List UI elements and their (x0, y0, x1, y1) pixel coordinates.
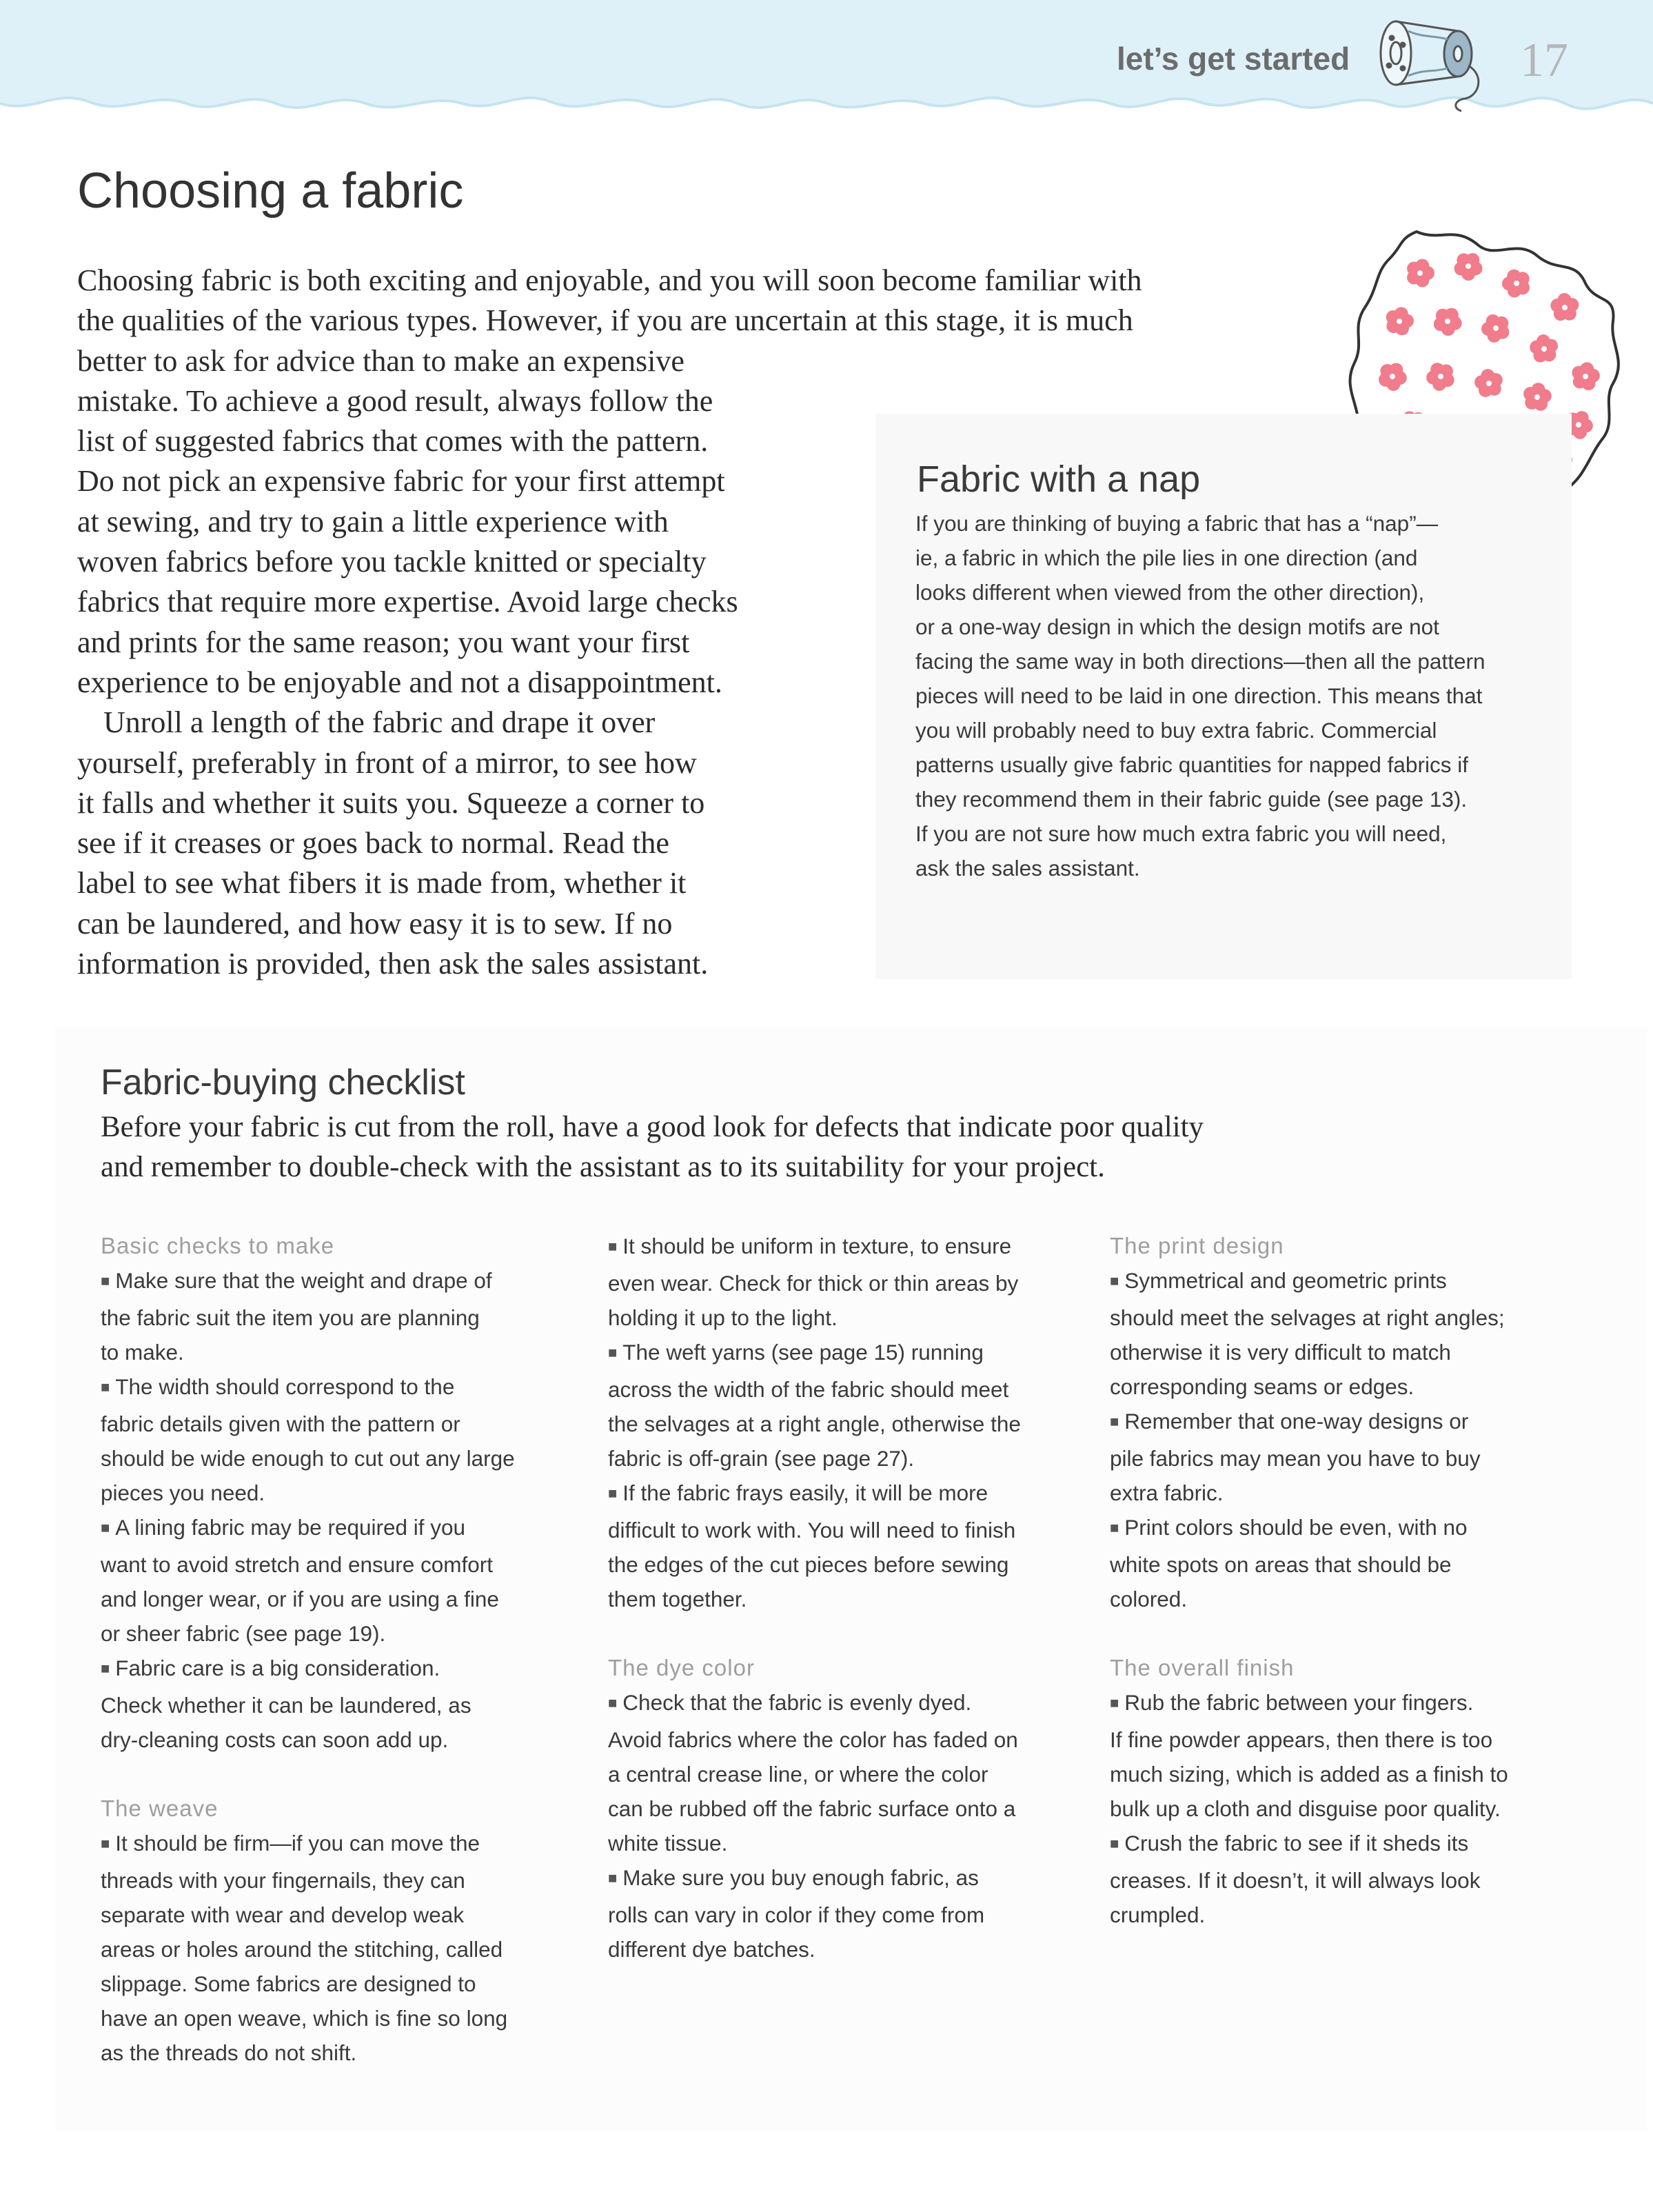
list-item-line: separate with wear and develop weak (101, 1902, 465, 1927)
list-item-line: as the threads do not shift. (101, 2040, 357, 2065)
section-title: Basic checks to make (101, 1233, 335, 1258)
nap-line: they recommend them in their fabric guide (see page 13). (915, 787, 1468, 812)
nap-heading: Fabric with a nap (917, 459, 1201, 500)
intro-line: it falls and whether it suits you. Squeeze a corner to (77, 785, 705, 820)
list-item-line: the fabric suit the item you are planning (101, 1305, 480, 1330)
list-item-line: have an open weave, which is fine so long (101, 2006, 508, 2031)
intro-line: Unroll a length of the fabric and drape it over (103, 705, 656, 740)
checklist-heading: Fabric-buying checklist (101, 1063, 465, 1103)
nap-line: you will probably need to buy extra fabric. Commercial (915, 718, 1437, 743)
nap-line: patterns usually give fabric quantities for napped fabrics if (915, 752, 1468, 777)
page-number: 17 (1520, 34, 1568, 87)
intro-line: mistake. To achieve a good result, always follow the (77, 383, 713, 418)
nap-line: facing the same way in both directions—then all the pattern (915, 649, 1485, 674)
list-item-line: even wear. Check for thick or thin areas by (608, 1271, 1019, 1296)
intro-line: fabrics that require more expertise. Avoid large checks (77, 585, 738, 619)
list-item-line: pieces you need. (101, 1480, 265, 1505)
list-item-line: otherwise it is very difficult to match (1110, 1340, 1451, 1365)
list-item: ■ Fabric care is a big consideration. (101, 1656, 440, 1680)
list-item-line: areas or holes around the stitching, called (101, 1937, 503, 1962)
list-item-line: holding it up to the light. (608, 1305, 838, 1330)
list-item-line: across the width of the fabric should meet (608, 1377, 1009, 1402)
list-item-line: a central crease line, or where the color (608, 1762, 988, 1787)
intro-line: woven fabrics before you tackle knitted or specialty (77, 545, 707, 579)
list-item-line: slippage. Some fabrics are designed to (101, 1971, 476, 1996)
list-item: ■ Rub the fabric between your fingers. (1110, 1690, 1474, 1715)
list-item-line: and longer wear, or if you are using a fine (101, 1587, 499, 1611)
list-item-line: rolls can vary in color if they come from (608, 1902, 985, 1927)
intro-line: better to ask for advice than to make an expensive (77, 343, 684, 378)
intro-line: and prints for the same reason; you want your first (77, 625, 690, 659)
intro-line: list of suggested fabrics that comes with the pattern. (77, 424, 709, 459)
intro-line: can be laundered, and how easy it is to sew. If no (77, 906, 673, 941)
list-item-line: pile fabrics may mean you have to buy (1110, 1446, 1481, 1471)
list-item: ■ If the fabric frays easily, it will be more (608, 1480, 988, 1505)
list-item-line: creases. If it doesn’t, it will always look (1110, 1868, 1481, 1893)
list-item-line: threads with your fingernails, they can (101, 1868, 465, 1893)
nap-line: ie, a fabric in which the pile lies in one direction (and (915, 545, 1418, 570)
nap-line: If you are thinking of buying a fabric that has a “nap”— (915, 511, 1439, 536)
intro-line: experience to be enjoyable and not a disappointment. (77, 665, 722, 699)
nap-body (915, 506, 1556, 885)
intro-line: the qualities of the various types. However, if you are uncertain at this stage, it is much (77, 303, 1133, 338)
list-item: ■ Remember that one-way designs or (1110, 1409, 1469, 1434)
basic-checks-section (101, 1229, 569, 1757)
bullet-icon: ■ (1110, 1272, 1119, 1289)
weave-continued-section (608, 1229, 1077, 1616)
list-item-line: fabric is off-grain (see page 27). (608, 1446, 915, 1471)
section-title: The overall finish (1110, 1655, 1295, 1680)
list-item-line: difficult to work with. You will need to finish (608, 1518, 1016, 1542)
bullet-icon: ■ (101, 1272, 110, 1289)
list-item-line: different dye batches. (608, 1937, 815, 1962)
intro-line: information is provided, then ask the sales assistant. (77, 947, 709, 981)
list-item: ■ Print colors should be even, with no (1110, 1515, 1468, 1540)
intro-line: yourself, preferably in front of a mirror, to see how (77, 745, 697, 780)
list-item-line: them together. (608, 1587, 747, 1611)
intro-line: Do not pick an expensive fabric for your first attempt (77, 464, 725, 499)
bullet-icon: ■ (101, 1835, 110, 1852)
list-item-line: should meet the selvages at right angles; (1110, 1305, 1505, 1330)
list-item-line: the selvages at a right angle, otherwise the (608, 1411, 1021, 1436)
bullet-icon: ■ (101, 1660, 110, 1677)
thread-spool-icon (1368, 10, 1506, 114)
bullet-icon: ■ (608, 1344, 618, 1361)
list-item-line: extra fabric. (1110, 1480, 1224, 1505)
list-item-line: much sizing, which is added as a finish to (1110, 1762, 1508, 1787)
checklist-intro (101, 1107, 1479, 1187)
section-label: let’s get started (1117, 41, 1350, 77)
nap-line: looks different when viewed from the other direction), (915, 580, 1425, 605)
list-item-line: or sheer fabric (see page 19). (101, 1621, 386, 1646)
list-item-line: white tissue. (608, 1831, 728, 1856)
print-design-section (1110, 1229, 1565, 1616)
list-item: ■ A lining fabric may be required if you (101, 1515, 466, 1540)
list-item-line: should be wide enough to cut out any large (101, 1446, 515, 1471)
list-item-line: dry-cleaning costs can soon add up. (101, 1727, 449, 1752)
bullet-icon: ■ (1110, 1835, 1119, 1852)
intro-line: Choosing fabric is both exciting and enjoyable, and you will soon become familiar with (77, 263, 1142, 297)
list-item-line: colored. (1110, 1587, 1188, 1611)
list-item: ■ Make sure that the weight and drape of (101, 1268, 492, 1293)
bullet-icon: ■ (608, 1694, 618, 1711)
intro-line: see if it creases or goes back to normal. Read the (77, 826, 669, 861)
section-title: The print design (1110, 1233, 1284, 1258)
checklist-column-3 (1110, 1229, 1565, 1967)
bullet-icon: ■ (101, 1519, 110, 1536)
list-item: ■ It should be uniform in texture, to ensure (608, 1234, 1012, 1258)
bullet-icon: ■ (1110, 1413, 1119, 1430)
checklist-intro-line: and remember to double-check with the assistant as to its suitability for your project. (101, 1151, 1105, 1183)
page-title: Choosing a fabric (77, 163, 464, 219)
bullet-icon: ■ (608, 1485, 618, 1502)
list-item-line: bulk up a cloth and disguise poor quality. (1110, 1796, 1501, 1821)
list-item: ■ Symmetrical and geometric prints (1110, 1268, 1447, 1293)
list-item: ■ Make sure you buy enough fabric, as (608, 1865, 979, 1890)
bullet-icon: ■ (608, 1238, 618, 1255)
list-item: ■ Check that the fabric is evenly dyed. (608, 1690, 972, 1715)
list-item-line: If fine powder appears, then there is too (1110, 1727, 1493, 1752)
list-item-line: fabric details given with the pattern or (101, 1411, 460, 1436)
section-title: The dye color (608, 1655, 755, 1680)
checklist-intro-line: Before your fabric is cut from the roll, have a good look for defects that indicate poor quality (101, 1111, 1204, 1143)
bullet-icon: ■ (608, 1869, 618, 1887)
weave-section (101, 1791, 569, 2070)
overall-finish-section (1110, 1651, 1565, 1932)
list-item-line: want to avoid stretch and ensure comfort (101, 1552, 494, 1577)
list-item-line: can be rubbed off the fabric surface onto a (608, 1796, 1016, 1821)
list-item-line: white spots on areas that should be (1110, 1552, 1452, 1577)
list-item: ■ It should be firm—if you can move the (101, 1831, 480, 1856)
nap-line: If you are not sure how much extra fabric you will need, (915, 821, 1447, 846)
bullet-icon: ■ (1110, 1519, 1119, 1536)
intro-line: at sewing, and try to gain a little experience with (77, 504, 669, 539)
section-title: The weave (101, 1796, 219, 1821)
list-item-line: Check whether it can be laundered, as (101, 1693, 471, 1718)
bullet-icon: ■ (1110, 1694, 1119, 1711)
dye-color-section (608, 1651, 1077, 1967)
checklist-column-2 (608, 1229, 1077, 2001)
list-item: ■ The weft yarns (see page 15) running (608, 1340, 984, 1365)
list-item-line: to make. (101, 1340, 184, 1365)
nap-line: or a one-way design in which the design motifs are not (915, 614, 1439, 639)
nap-line: pieces will need to be laid in one direction. This means that (915, 683, 1483, 708)
list-item-line: the edges of the cut pieces before sewing (608, 1552, 1009, 1577)
checklist-column-1 (101, 1229, 569, 2104)
list-item-line: crumpled. (1110, 1902, 1206, 1927)
nap-line: ask the sales assistant. (915, 856, 1140, 881)
bullet-icon: ■ (101, 1378, 110, 1396)
list-item-line: corresponding seams or edges. (1110, 1374, 1414, 1399)
list-item: ■ The width should correspond to the (101, 1374, 455, 1399)
list-item: ■ Crush the fabric to see if it sheds its (1110, 1831, 1469, 1856)
list-item-line: Avoid fabrics where the color has faded on (608, 1727, 1018, 1752)
intro-line: label to see what fibers it is made from, whether it (77, 866, 687, 901)
